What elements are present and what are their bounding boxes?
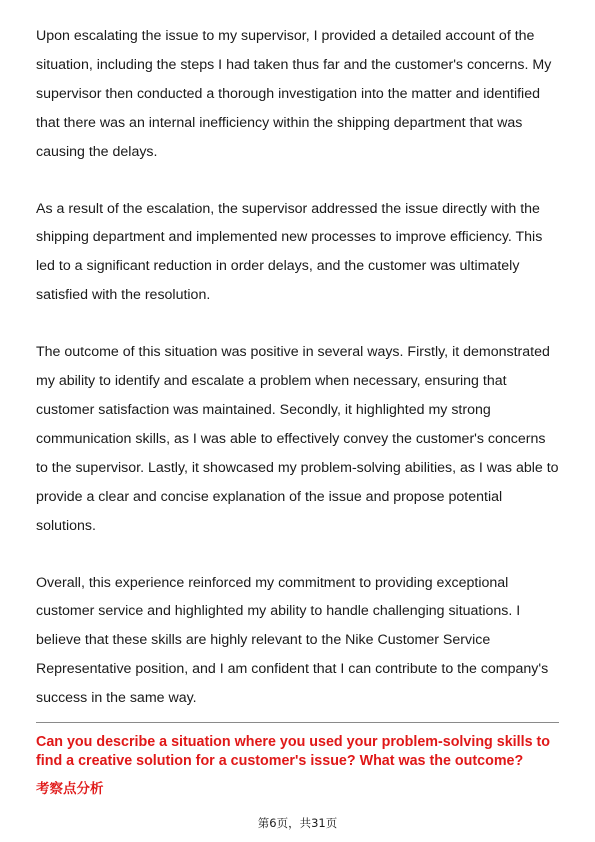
page-number: 第6页，共31页 xyxy=(257,816,338,830)
section-divider xyxy=(36,722,559,723)
answer-paragraph-conclusion: Overall, this experience reinforced my commitment to providing exceptional customer service and highlighted my ability to handle challenging situations. I believe that these skills are highly relevant to the Nike Customer Service Representative position, and I am confident that I can contribute to the company's success in the same way. xyxy=(36,574,549,707)
analysis-section-label: 考察点分析 xyxy=(36,781,104,797)
answer-paragraph-outcome: The outcome of this situation was positive in several ways. Firstly, it demonstrated my ability to identify and escalate a problem when necessary, ensuring that customer satisfaction was maintained. Secondly, it highlighted my strong communication skills, as I was able to effectively convey the customer's concerns to the supervisor. Lastly, it showcased my problem-solving abilities, as I was able to provide a clear and concise explanation of the issue and propose potential solutions. xyxy=(36,344,559,534)
document-body xyxy=(36,22,561,713)
answer-paragraph-escalation: Upon escalating the issue to my supervisor, I provided a detailed account of the situation, including the steps I had taken thus far and the customer's concerns. My supervisor then conducted a thorough investigation into the matter and identified that there was an internal inefficiency within the shipping department that was causing the delays. xyxy=(36,28,552,160)
answer-paragraph-result: As a result of the escalation, the supervisor addressed the issue directly with the shipping department and implemented new processes to improve efficiency. This led to a significant reduction in order delays, and the customer was ultimately satisfied with the resolution. xyxy=(36,200,543,304)
interview-question: Can you describe a situation where you used your problem-solving skills to find a creative solution for a customer's issue? What was the outcome? xyxy=(36,734,551,769)
